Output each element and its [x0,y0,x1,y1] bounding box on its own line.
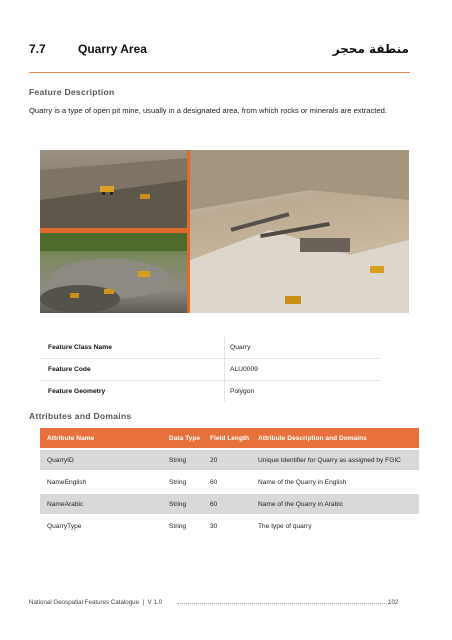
table-cell: String [169,523,187,530]
table-cell: String [169,479,187,486]
table-cell: 20 [210,457,218,464]
feature-value: Quarry [230,344,251,351]
quarry-photo-crusher [190,150,409,313]
photo-divider-vertical [187,150,190,313]
cell-divider [224,381,225,402]
cell-divider [224,337,225,358]
footer-version: V 1.0 [147,599,163,606]
photo-divider-horizontal [40,228,187,233]
footer-catalogue-info [29,599,162,606]
quarry-photo-collage [40,150,409,313]
cell-divider [224,359,225,380]
section-title: Quarry Area [78,42,147,56]
column-header: Attribute Name [47,435,95,442]
table-row [40,450,419,470]
quarry-photo-trucks [40,150,187,228]
feature-row [40,359,380,381]
page-number: 102 [388,599,399,606]
column-header: Field Length [210,435,250,442]
feature-key: Feature Class Name [48,344,112,351]
table-cell: The type of quarry [258,523,312,530]
section-number: 7.7 [29,42,46,56]
footer-leader-dots [177,603,391,604]
column-header: Attribute Description and Domains [258,435,367,442]
table-cell: QuarryID [47,457,74,464]
feature-description-text: Quarry is a type of open pit mine, usually in a designated area, from which rocks or minerals are extracted. [29,106,387,115]
table-cell: NameEnglish [47,479,87,486]
feature-description-heading: Feature Description [29,87,115,97]
feature-row [40,337,380,359]
table-cell: 60 [210,501,218,508]
table-header-row [40,428,419,448]
feature-value: Polygon [230,388,255,395]
table-cell: QuarryType [47,523,82,530]
table-row [40,494,419,514]
table-cell: String [169,457,187,464]
section-heading [29,42,409,60]
feature-key: Feature Geometry [48,388,106,395]
heading-divider [29,72,410,73]
feature-value: ALU0009 [230,366,258,373]
table-cell: 60 [210,479,218,486]
table-cell: 30 [210,523,218,530]
section-title-arabic: منطقة محجر [332,42,409,56]
quarry-photo-pit [40,233,187,313]
table-row [40,472,419,492]
table-cell: Unique Identifier for Quarry as assigned by FGIC [258,457,401,464]
table-cell: NameArabic [47,501,84,508]
table-cell: String [169,501,187,508]
table-cell: Name of the Quarry in Arabic [258,501,344,508]
footer-catalogue: National Geospatial Features Catalogue [29,599,140,606]
column-header: Data Type [169,435,201,442]
feature-info-table [40,337,380,402]
attributes-table [40,428,419,536]
feature-key: Feature Code [48,366,91,373]
attributes-heading: Attributes and Domains [29,411,132,421]
page-footer [29,599,410,611]
footer-separator: | [142,599,145,606]
feature-row [40,381,380,402]
table-row [40,516,419,536]
table-cell: Name of the Quarry in English [258,479,347,486]
